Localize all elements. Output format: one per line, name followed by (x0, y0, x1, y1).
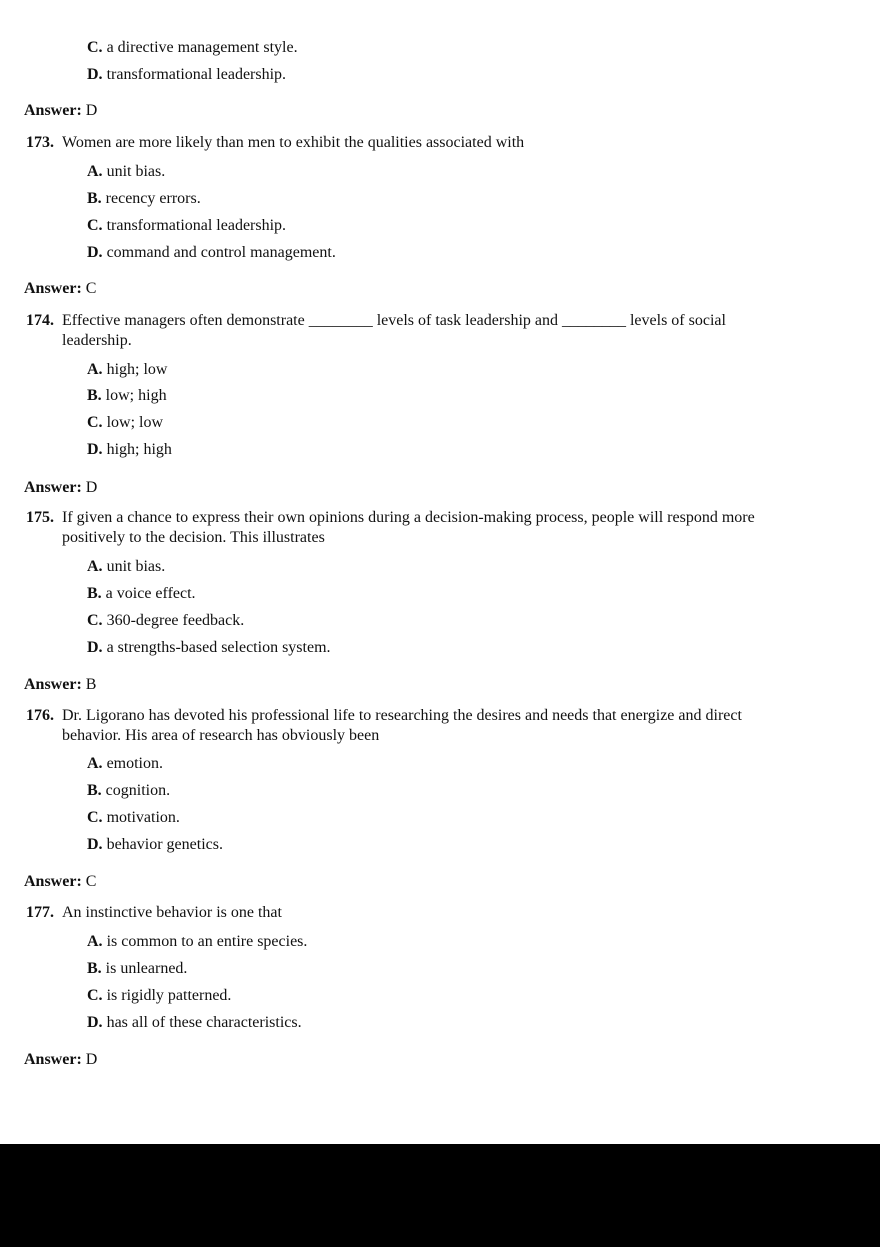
option-letter: B. (87, 782, 102, 799)
option-a (87, 754, 163, 774)
question-number: 177. (26, 904, 54, 921)
option-letter: D. (87, 66, 103, 83)
option-text: behavior genetics. (106, 836, 223, 853)
option-letter: D. (87, 836, 103, 853)
option-letter: B. (87, 585, 102, 602)
question-number: 176. (26, 707, 54, 724)
question-number: 175. (26, 509, 54, 526)
option-b (87, 584, 196, 604)
question-173 (26, 133, 826, 153)
option-letter: C. (87, 217, 103, 234)
option-letter: D. (87, 244, 103, 261)
answer-line (24, 279, 96, 299)
option-letter: A. (87, 361, 103, 378)
option-text: transformational leadership. (106, 217, 287, 234)
question-177 (26, 903, 826, 923)
answer-line (24, 1050, 97, 1070)
option-text: is rigidly patterned. (106, 987, 232, 1004)
answer-value: B (85, 676, 97, 693)
option-letter: A. (87, 558, 103, 575)
question-stem-continued: positively to the decision. This illustrates (62, 529, 325, 546)
option-c (87, 808, 180, 828)
option-letter: D. (87, 1014, 103, 1031)
question-175 (26, 508, 826, 548)
option-text: low; low (106, 414, 164, 431)
question-number: 173. (26, 134, 54, 151)
answer-label: Answer: (24, 1051, 82, 1068)
option-letter: C. (87, 809, 103, 826)
option-d (87, 65, 286, 85)
answer-label: Answer: (24, 676, 82, 693)
option-text: 360-degree feedback. (106, 612, 245, 629)
option-letter: A. (87, 163, 103, 180)
option-text: unit bias. (106, 163, 166, 180)
option-b (87, 386, 167, 406)
option-c (87, 611, 244, 631)
option-d (87, 440, 172, 460)
option-d (87, 638, 331, 658)
option-text: is unlearned. (105, 960, 188, 977)
option-a (87, 360, 167, 380)
option-text: unit bias. (106, 558, 166, 575)
option-d (87, 1013, 302, 1033)
option-letter: C. (87, 987, 103, 1004)
option-text: recency errors. (105, 190, 201, 207)
option-text: a directive management style. (106, 39, 298, 56)
option-b (87, 781, 170, 801)
question-stem: Dr. Ligorano has devoted his professional life to researching the desires and needs that energize and direct (62, 707, 742, 724)
option-letter: C. (87, 414, 103, 431)
option-a (87, 557, 165, 577)
option-d (87, 243, 336, 263)
option-letter: B. (87, 387, 102, 404)
option-text: high; high (106, 441, 172, 458)
option-text: low; high (105, 387, 167, 404)
question-stem-continued: leadership. (62, 332, 132, 349)
answer-line (24, 101, 97, 121)
option-a (87, 932, 307, 952)
option-text: is common to an entire species. (106, 933, 308, 950)
option-c (87, 986, 231, 1006)
question-stem: If given a chance to express their own opinions during a decision-making process, people will respond more (62, 509, 755, 526)
option-letter: B. (87, 190, 102, 207)
option-a (87, 162, 165, 182)
option-c (87, 38, 298, 58)
option-letter: D. (87, 441, 103, 458)
option-text: transformational leadership. (106, 66, 287, 83)
question-stem-continued: behavior. His area of research has obviously been (62, 727, 380, 744)
option-c (87, 413, 163, 433)
option-letter: D. (87, 639, 103, 656)
answer-line (24, 478, 97, 498)
option-letter: A. (87, 755, 103, 772)
answer-value: D (85, 479, 98, 496)
question-174 (26, 311, 826, 351)
option-letter: C. (87, 612, 103, 629)
option-letter: A. (87, 933, 103, 950)
question-stem: Effective managers often demonstrate ________ levels of task leadership and ________ levels of social (62, 312, 726, 329)
option-d (87, 835, 223, 855)
option-b (87, 959, 187, 979)
option-letter: C. (87, 39, 103, 56)
option-text: cognition. (105, 782, 171, 799)
option-letter: B. (87, 960, 102, 977)
answer-label: Answer: (24, 873, 82, 890)
answer-value: C (85, 873, 97, 890)
answer-line (24, 675, 96, 695)
question-stem: Women are more likely than men to exhibit the qualities associated with (62, 134, 525, 151)
question-176 (26, 706, 826, 746)
option-text: command and control management. (106, 244, 336, 261)
bottom-black-band (0, 1144, 880, 1247)
answer-value: D (85, 1051, 98, 1068)
option-text: high; low (106, 361, 168, 378)
answer-label: Answer: (24, 280, 82, 297)
option-text: a strengths-based selection system. (106, 639, 331, 656)
answer-value: C (85, 280, 97, 297)
answer-label: Answer: (24, 479, 82, 496)
question-number: 174. (26, 312, 54, 329)
question-stem: An instinctive behavior is one that (62, 904, 282, 921)
option-text: emotion. (106, 755, 163, 772)
answer-value: D (85, 102, 98, 119)
option-text: a voice effect. (105, 585, 196, 602)
option-text: has all of these characteristics. (106, 1014, 302, 1031)
answer-line (24, 872, 96, 892)
answer-label: Answer: (24, 102, 82, 119)
option-b (87, 189, 201, 209)
option-c (87, 216, 286, 236)
option-text: motivation. (106, 809, 180, 826)
